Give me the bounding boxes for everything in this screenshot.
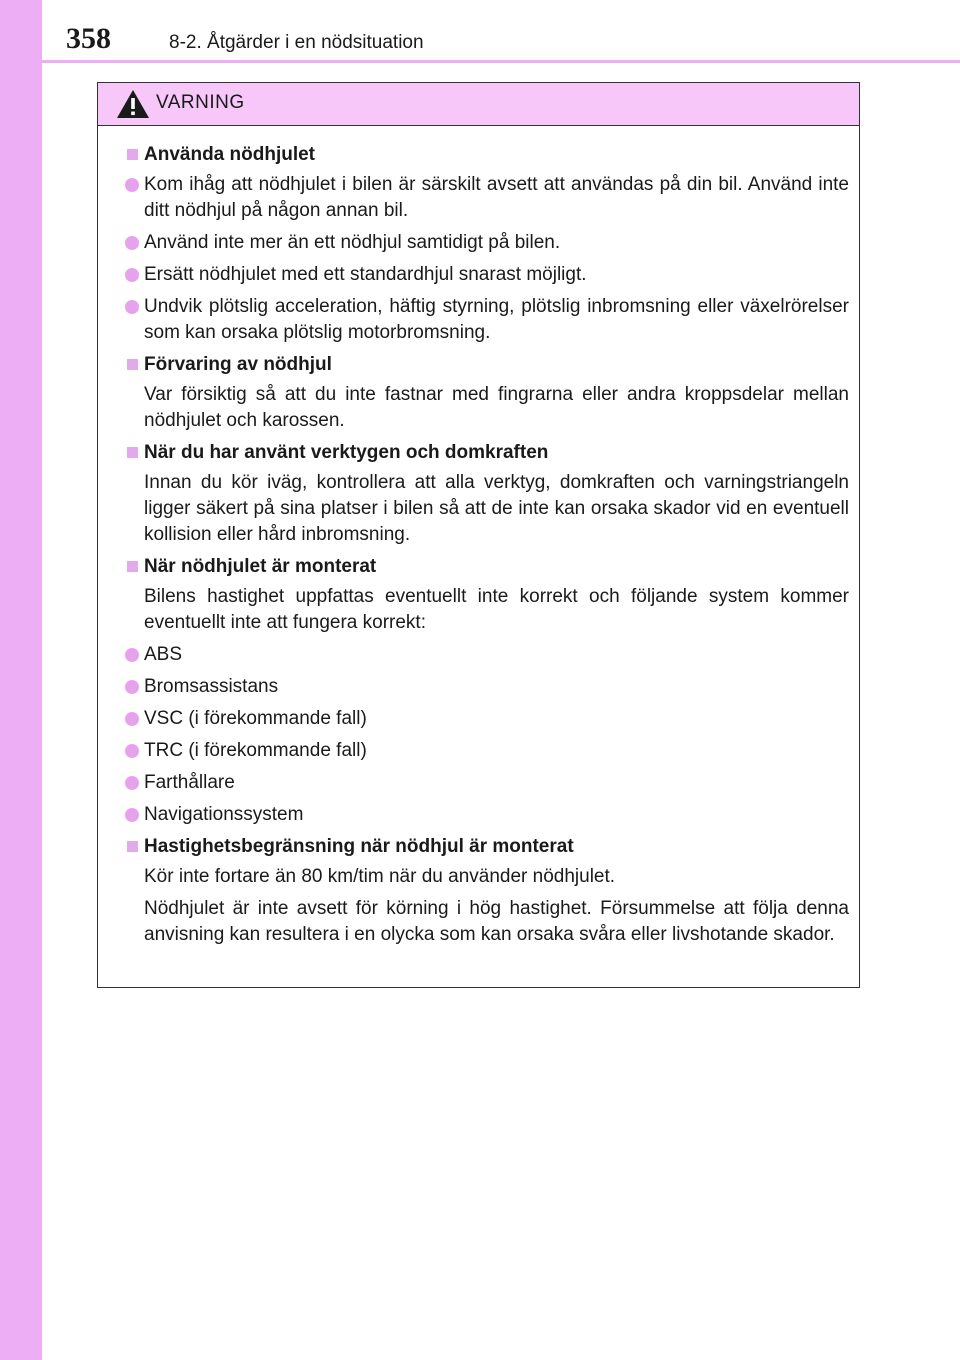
section-heading bbox=[124, 352, 849, 378]
square-bullet-icon bbox=[127, 447, 138, 458]
round-bullet-icon bbox=[125, 268, 139, 282]
list-item-text: ABS bbox=[144, 644, 183, 665]
warning-triangle-icon bbox=[116, 89, 150, 119]
list-item-text: Ersätt nödhjulet med ett standardhjul snarast möjligt. bbox=[144, 264, 587, 285]
section-heading-text: Hastighetsbegränsning när nödhjul är monterat bbox=[144, 836, 574, 857]
list-item bbox=[124, 230, 849, 256]
list-item-text: Använd inte mer än ett nödhjul samtidigt på bilen. bbox=[144, 232, 561, 253]
section-paragraph: Nödhjulet är inte avsett för körning i hög hastighet. Försummelse att följa denna anvisning kan resultera i en olycka som kan orsaka svåra eller livshotande skador. bbox=[144, 898, 849, 945]
section-heading bbox=[124, 554, 849, 580]
warning-section bbox=[124, 554, 849, 828]
header-rule bbox=[42, 60, 960, 63]
section-heading-text: Använda nödhjulet bbox=[144, 144, 315, 165]
square-bullet-icon bbox=[127, 841, 138, 852]
list-item bbox=[124, 642, 849, 668]
section-paragraph: Kör inte fortare än 80 km/tim när du använder nödhjulet. bbox=[144, 866, 616, 887]
round-bullet-icon bbox=[125, 300, 139, 314]
section-paragraph: Bilens hastighet uppfattas eventuellt inte korrekt och följande system kommer eventuellt inte att fungera korrekt: bbox=[144, 586, 849, 633]
warning-body bbox=[98, 126, 859, 948]
warning-title: VARNING bbox=[156, 92, 245, 113]
section-heading-text: När du har använt verktygen och domkraften bbox=[144, 442, 549, 463]
list-item bbox=[124, 802, 849, 828]
warning-section bbox=[124, 440, 849, 548]
warning-header bbox=[98, 83, 859, 126]
side-color-bar bbox=[0, 0, 42, 1360]
round-bullet-icon bbox=[125, 648, 139, 662]
warning-section bbox=[124, 352, 849, 434]
list-item bbox=[124, 770, 849, 796]
list-item bbox=[124, 674, 849, 700]
section-heading-text: Förvaring av nödhjul bbox=[144, 354, 332, 375]
section-heading bbox=[124, 834, 849, 860]
list-item bbox=[124, 706, 849, 732]
section-paragraph: Var försiktig så att du inte fastnar med fingrarna eller andra kroppsdelar mellan nödhjulet och karossen. bbox=[144, 384, 849, 431]
round-bullet-icon bbox=[125, 808, 139, 822]
list-item bbox=[124, 262, 849, 288]
round-bullet-icon bbox=[125, 712, 139, 726]
list-item-text: VSC (i förekommande fall) bbox=[144, 708, 367, 729]
list-item-text: Undvik plötslig acceleration, häftig styrning, plötslig inbromsning eller växelrörelser som kan orsaka plötslig motorbromsning. bbox=[144, 296, 849, 343]
section-heading-text: När nödhjulet är monterat bbox=[144, 556, 377, 577]
list-item bbox=[124, 294, 849, 346]
section-title: 8-2. Åtgärder i en nödsituation bbox=[169, 32, 424, 53]
list-item-text: TRC (i förekommande fall) bbox=[144, 740, 367, 761]
warning-section bbox=[124, 142, 849, 346]
section-paragraph: Innan du kör iväg, kontrollera att alla verktyg, domkraften och varningstriangeln ligger säkert på sina platser i bilen så att de inte kan orsaka skador vid en eventuell kollision eller hård inbromsning. bbox=[144, 472, 849, 545]
section-heading bbox=[124, 440, 849, 466]
round-bullet-icon bbox=[125, 178, 139, 192]
warning-section bbox=[124, 834, 849, 948]
square-bullet-icon bbox=[127, 359, 138, 370]
list-item bbox=[124, 738, 849, 764]
section-heading bbox=[124, 142, 849, 168]
list-item-text: Bromsassistans bbox=[144, 676, 279, 697]
round-bullet-icon bbox=[125, 776, 139, 790]
round-bullet-icon bbox=[125, 680, 139, 694]
list-item bbox=[124, 172, 849, 224]
square-bullet-icon bbox=[127, 149, 138, 160]
page-number: 358 bbox=[66, 22, 111, 55]
round-bullet-icon bbox=[125, 744, 139, 758]
list-item-text: Farthållare bbox=[144, 772, 235, 793]
warning-box bbox=[97, 82, 860, 988]
list-item-text: Navigationssystem bbox=[144, 804, 304, 825]
round-bullet-icon bbox=[125, 236, 139, 250]
square-bullet-icon bbox=[127, 561, 138, 572]
list-item-text: Kom ihåg att nödhjulet i bilen är särskilt avsett att användas på din bil. Använd inte ditt nödhjul på någon annan bil. bbox=[144, 174, 849, 221]
